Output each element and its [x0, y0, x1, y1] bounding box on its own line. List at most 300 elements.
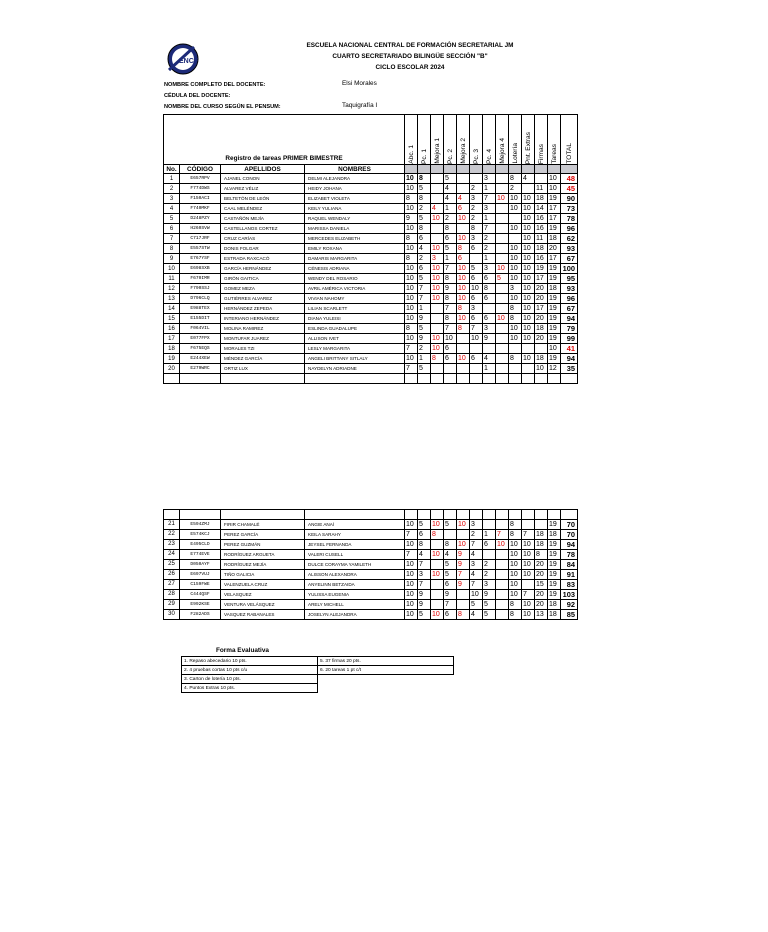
score-cell: 10	[431, 609, 444, 619]
total-cell: 70	[561, 529, 578, 539]
score-cell: 3	[509, 284, 522, 294]
score-cell: 2	[483, 559, 496, 569]
score-cell: 10	[405, 284, 418, 294]
score-cell	[496, 304, 509, 314]
header-shade-cell	[418, 165, 431, 174]
score-cell: 19	[548, 579, 561, 589]
score-cell: 4	[483, 354, 496, 364]
score-cell	[496, 244, 509, 254]
empty-cell	[431, 510, 444, 520]
score-cell: 5	[483, 599, 496, 609]
student-names: YULISSA EUGENIA	[305, 589, 405, 599]
table-row	[164, 274, 578, 284]
score-cell: 1	[418, 304, 431, 314]
score-cell: 3	[470, 304, 483, 314]
score-cell: 7	[405, 529, 418, 539]
row-number: 30	[164, 609, 180, 619]
student-surnames: INTERIANO HERNÁNDEZ	[221, 314, 305, 324]
score-column-label: Pc. 3	[472, 148, 480, 164]
score-cell: 2	[470, 204, 483, 214]
score-cell	[444, 529, 457, 539]
table-row	[164, 294, 578, 304]
col-header-names: NOMBRES	[305, 165, 405, 174]
score-cell: 8	[405, 254, 418, 264]
row-number: 21	[164, 519, 180, 529]
score-cell: 3	[470, 559, 483, 569]
score-cell: 10	[509, 334, 522, 344]
score-cell: 10	[405, 559, 418, 569]
score-cell: 19	[548, 264, 561, 274]
total-cell: 83	[561, 579, 578, 589]
score-cell: 4	[457, 194, 470, 204]
student-names: WENDY DEL ROSARIO	[305, 274, 405, 284]
student-names: RAQUEL WENDALY	[305, 214, 405, 224]
row-number: 23	[164, 539, 180, 549]
eval-item: 4. Puntos Extras 10 pts.	[182, 684, 318, 693]
student-code: E594ZMJ	[180, 519, 221, 529]
empty-cell	[561, 374, 578, 384]
score-cell: 8	[405, 234, 418, 244]
score-cell: 6	[483, 274, 496, 284]
student-code: E155DIT	[180, 314, 221, 324]
score-cell	[457, 184, 470, 194]
score-cell: 1	[483, 364, 496, 374]
score-cell: 10	[457, 214, 470, 224]
score-cell	[496, 569, 509, 579]
table-row	[164, 214, 578, 224]
score-cell: 18	[548, 609, 561, 619]
score-cell: 8	[509, 529, 522, 539]
student-surnames: MONTUFAR JUAREZ	[221, 334, 305, 344]
score-cell: 10	[509, 224, 522, 234]
score-cell: 8	[444, 314, 457, 324]
score-column-header	[470, 115, 483, 165]
empty-cell	[535, 374, 548, 384]
score-cell: 7	[444, 304, 457, 314]
score-cell: 10	[405, 274, 418, 284]
score-cell	[457, 174, 470, 184]
score-cell: 5	[418, 609, 431, 619]
score-cell: 8	[444, 539, 457, 549]
score-cell: 16	[535, 254, 548, 264]
score-cell: 10	[431, 334, 444, 344]
student-names: CÉNESIS ADRIANA	[305, 264, 405, 274]
score-cell	[535, 174, 548, 184]
total-cell: 45	[561, 184, 578, 194]
score-cell: 9	[418, 599, 431, 609]
table-row	[164, 324, 578, 334]
total-cell: 62	[561, 234, 578, 244]
score-cell	[470, 364, 483, 374]
score-cell: 7	[418, 579, 431, 589]
student-names: VALERI CUSELL	[305, 549, 405, 559]
score-cell: 18	[548, 599, 561, 609]
empty-cell	[457, 510, 470, 520]
student-surnames: CASTAÑÓN MEJÍA	[221, 214, 305, 224]
student-names: AVRIL AMÉRICA VICTORIA	[305, 284, 405, 294]
score-cell: 4	[470, 609, 483, 619]
score-cell: 19	[548, 294, 561, 304]
score-cell: 8	[509, 354, 522, 364]
header-shade-cell	[522, 165, 535, 174]
score-cell: 5	[470, 264, 483, 274]
row-number: 2	[164, 184, 180, 194]
score-cell: 7	[483, 224, 496, 234]
score-cell	[457, 529, 470, 539]
score-cell: 10	[548, 184, 561, 194]
score-cell	[470, 344, 483, 354]
score-cell: 2	[483, 244, 496, 254]
score-cell: 15	[535, 579, 548, 589]
score-cell: 13	[535, 609, 548, 619]
score-cell	[522, 344, 535, 354]
score-cell: 10	[496, 264, 509, 274]
score-cell: 20	[535, 569, 548, 579]
score-cell	[431, 589, 444, 599]
score-cell: 16	[535, 214, 548, 224]
header-shade-cell	[444, 165, 457, 174]
score-cell: 8	[457, 324, 470, 334]
score-cell	[496, 254, 509, 264]
score-cell	[509, 364, 522, 374]
score-cell: 10	[405, 354, 418, 364]
score-column-label: TOTAL	[565, 143, 573, 164]
empty-cell	[496, 374, 509, 384]
score-cell: 7	[496, 529, 509, 539]
total-cell: 93	[561, 244, 578, 254]
score-cell	[431, 599, 444, 609]
score-cell: 19	[548, 549, 561, 559]
score-cell: 10	[522, 194, 535, 204]
student-surnames: GOMEZ MEZA	[221, 284, 305, 294]
score-cell: 11	[535, 184, 548, 194]
row-number: 15	[164, 314, 180, 324]
score-cell	[444, 364, 457, 374]
score-cell	[457, 344, 470, 354]
empty-cell	[483, 510, 496, 520]
student-surnames: GIRÓN GAITICA	[221, 274, 305, 284]
score-cell	[496, 324, 509, 334]
score-column-label: Tareas	[550, 144, 558, 164]
table-row	[164, 549, 578, 559]
score-cell	[522, 364, 535, 374]
score-cell: 10	[522, 244, 535, 254]
student-code: H260SVW	[180, 224, 221, 234]
total-cell: 94	[561, 539, 578, 549]
score-cell: 10	[431, 519, 444, 529]
student-surnames: RODRÍGUEZ MEJÍA	[221, 559, 305, 569]
score-cell: 10	[405, 244, 418, 254]
table-row	[164, 304, 578, 314]
score-cell: 20	[535, 314, 548, 324]
score-cell: 8	[418, 194, 431, 204]
eval-item: 2. 4 pruebas cortas 10 pts c/u	[182, 666, 318, 675]
register-title: Registro de tareas PRIMER BIMESTRE	[225, 155, 343, 162]
score-cell: 5	[444, 569, 457, 579]
score-cell	[496, 174, 509, 184]
student-code: E992KSE	[180, 599, 221, 609]
eval-item: 6. 20 tareas 1 pt c/t	[318, 666, 454, 675]
score-cell: 10	[522, 559, 535, 569]
eval-item: 5. 37 firmas 20 pts.	[318, 657, 454, 666]
score-column-header	[496, 115, 509, 165]
score-cell: 7	[444, 599, 457, 609]
score-cell: 4	[444, 184, 457, 194]
score-cell: 8	[457, 304, 470, 314]
score-cell: 8	[509, 599, 522, 609]
score-column-label: Pc. 4	[485, 148, 493, 164]
score-cell: 18	[535, 354, 548, 364]
empty-cell	[548, 510, 561, 520]
score-cell: 8	[418, 224, 431, 234]
score-cell	[496, 334, 509, 344]
empty-cell	[164, 510, 180, 520]
empty-cell	[405, 374, 418, 384]
student-code: E698SXB	[180, 264, 221, 274]
row-number: 18	[164, 344, 180, 354]
score-cell: 1	[418, 354, 431, 364]
score-cell: 10	[405, 224, 418, 234]
score-cell: 10	[522, 569, 535, 579]
score-cell: 20	[535, 294, 548, 304]
student-names: LESLY MARGARITA	[305, 344, 405, 354]
score-cell: 10	[470, 284, 483, 294]
score-cell: 10	[522, 234, 535, 244]
score-cell	[431, 304, 444, 314]
score-cell: 10	[522, 334, 535, 344]
empty-cell	[470, 510, 483, 520]
score-cell	[496, 549, 509, 559]
score-cell: 6	[457, 254, 470, 264]
table-row	[164, 254, 578, 264]
score-cell: 10	[470, 334, 483, 344]
score-cell: 10	[457, 234, 470, 244]
total-cell: 94	[561, 354, 578, 364]
score-cell: 10	[405, 184, 418, 194]
score-cell: 17	[548, 204, 561, 214]
student-code: E574KCJ	[180, 529, 221, 539]
total-cell: 99	[561, 334, 578, 344]
score-cell: 3	[483, 324, 496, 334]
table-row	[164, 364, 578, 374]
student-names: DAMARIS MARGARITA	[305, 254, 405, 264]
score-cell: 10	[509, 589, 522, 599]
course-value: Taquigrafía I	[342, 102, 378, 109]
score-cell: 10	[431, 569, 444, 579]
score-cell: 19	[548, 569, 561, 579]
student-names: EMILY ROXANA	[305, 244, 405, 254]
score-cell: 9	[418, 314, 431, 324]
score-cell: 9	[483, 334, 496, 344]
score-cell: 9	[418, 589, 431, 599]
row-number: 10	[164, 264, 180, 274]
score-cell: 5	[418, 324, 431, 334]
score-cell	[470, 174, 483, 184]
score-cell: 10	[405, 334, 418, 344]
student-names: ELIZABET VIOLETA	[305, 194, 405, 204]
score-cell: 1	[483, 254, 496, 264]
score-cell: 9	[457, 559, 470, 569]
score-cell	[535, 519, 548, 529]
score-cell	[457, 364, 470, 374]
score-cell: 2	[444, 214, 457, 224]
score-cell: 18	[535, 244, 548, 254]
score-cell: 10	[405, 204, 418, 214]
score-cell: 10	[431, 549, 444, 559]
total-cell: 78	[561, 549, 578, 559]
student-surnames: CASTELLANOS CORTEZ	[221, 224, 305, 234]
score-cell: 10	[405, 599, 418, 609]
student-code: E774EVE	[180, 549, 221, 559]
score-cell: 3	[483, 579, 496, 589]
row-number: 4	[164, 204, 180, 214]
student-surnames: ALVAREZ VÉLIZ	[221, 184, 305, 194]
score-cell: 10	[457, 314, 470, 324]
score-cell: 3	[483, 174, 496, 184]
score-cell: 5	[483, 609, 496, 619]
student-surnames: MÉNDEZ GARCÍA	[221, 354, 305, 364]
score-cell: 14	[535, 204, 548, 214]
score-cell: 2	[418, 344, 431, 354]
score-cell	[483, 344, 496, 354]
score-cell	[431, 559, 444, 569]
score-cell: 10	[431, 244, 444, 254]
score-cell: 3	[470, 234, 483, 244]
row-number: 8	[164, 244, 180, 254]
score-cell: 10	[509, 539, 522, 549]
student-surnames: BELTETÓN DE LEÓN	[221, 194, 305, 204]
score-cell	[431, 539, 444, 549]
score-cell: 10	[457, 294, 470, 304]
score-cell: 10	[522, 254, 535, 264]
empty-cell	[561, 510, 578, 520]
student-code: E988TEX	[180, 304, 221, 314]
score-column-label: Mejora 2	[459, 138, 467, 164]
score-cell: 6	[457, 204, 470, 214]
score-cell: 19	[548, 324, 561, 334]
table-row	[164, 569, 578, 579]
score-cell	[431, 364, 444, 374]
score-cell: 3	[483, 204, 496, 214]
score-cell: 5	[444, 174, 457, 184]
score-cell: 10	[405, 519, 418, 529]
score-cell	[496, 589, 509, 599]
score-cell: 4	[470, 549, 483, 559]
empty-cell	[522, 374, 535, 384]
score-cell: 10	[405, 609, 418, 619]
score-cell: 8	[405, 324, 418, 334]
logo-text: ENCF	[179, 58, 199, 65]
score-cell: 10	[522, 549, 535, 559]
score-cell	[496, 364, 509, 374]
table-row	[164, 234, 578, 244]
score-cell: 10	[509, 254, 522, 264]
student-code: F774DWS	[180, 184, 221, 194]
score-cell: 2	[509, 184, 522, 194]
score-cell: 7	[470, 539, 483, 549]
score-cell: 7	[405, 344, 418, 354]
score-cell	[431, 184, 444, 194]
score-cell: 19	[535, 264, 548, 274]
student-code: C444QSF	[180, 589, 221, 599]
total-cell: 91	[561, 569, 578, 579]
row-number: 5	[164, 214, 180, 224]
score-cell: 19	[548, 224, 561, 234]
score-cell: 4	[470, 569, 483, 579]
score-cell	[431, 234, 444, 244]
score-cell: 6	[470, 354, 483, 364]
empty-cell	[221, 374, 305, 384]
table-row	[164, 204, 578, 214]
score-cell: 2	[470, 529, 483, 539]
student-code: E767YSF	[180, 254, 221, 264]
teacher-value: Elsi Morales	[342, 80, 377, 87]
empty-cell	[418, 374, 431, 384]
student-code: D796CLQ	[180, 294, 221, 304]
total-cell: 67	[561, 254, 578, 264]
student-code: E495CLD	[180, 539, 221, 549]
student-names: ESLINDA GUADALUPE	[305, 324, 405, 334]
score-cell	[457, 589, 470, 599]
row-number: 12	[164, 284, 180, 294]
score-cell: 10	[457, 539, 470, 549]
empty-cell	[305, 510, 405, 520]
score-cell: 1	[483, 529, 496, 539]
score-cell: 2	[418, 204, 431, 214]
score-cell: 10	[509, 204, 522, 214]
score-cell: 4	[444, 194, 457, 204]
score-cell: 10	[457, 284, 470, 294]
total-cell: 67	[561, 304, 578, 314]
total-cell: 84	[561, 559, 578, 569]
empty-cell	[470, 374, 483, 384]
score-column-label: Pnt. Extras	[524, 131, 532, 164]
score-cell	[496, 214, 509, 224]
eval-item: 3. Carton de lotería 10 pts.	[182, 675, 318, 684]
score-cell	[483, 549, 496, 559]
score-cell: 9	[444, 589, 457, 599]
student-code: E657RPV	[180, 174, 221, 184]
score-cell: 19	[548, 559, 561, 569]
score-cell: 19	[548, 304, 561, 314]
score-cell: 7	[444, 264, 457, 274]
score-cell: 10	[535, 364, 548, 374]
table-row	[164, 264, 578, 274]
student-code: F670IMR	[180, 274, 221, 284]
header-shade-cell	[405, 165, 418, 174]
empty-cell	[496, 510, 509, 520]
score-cell: 10	[522, 214, 535, 224]
student-names: ANGELI BRITTANY SITLALY	[305, 354, 405, 364]
score-cell	[431, 579, 444, 589]
score-cell: 10	[522, 304, 535, 314]
row-number: 26	[164, 569, 180, 579]
score-cell: 10	[496, 314, 509, 324]
score-cell: 7	[418, 559, 431, 569]
student-surnames: VASQUEZ RABANALES	[221, 609, 305, 619]
total-cell: 96	[561, 294, 578, 304]
table-row	[164, 314, 578, 324]
score-cell: 19	[548, 314, 561, 324]
score-column-label: Mejora 4	[498, 138, 506, 164]
score-cell	[496, 234, 509, 244]
score-cell: 18	[535, 324, 548, 334]
score-cell: 10	[405, 304, 418, 314]
score-cell: 10	[522, 224, 535, 234]
empty-row	[164, 510, 578, 520]
score-column-header	[431, 115, 444, 165]
score-cell: 7	[405, 549, 418, 559]
